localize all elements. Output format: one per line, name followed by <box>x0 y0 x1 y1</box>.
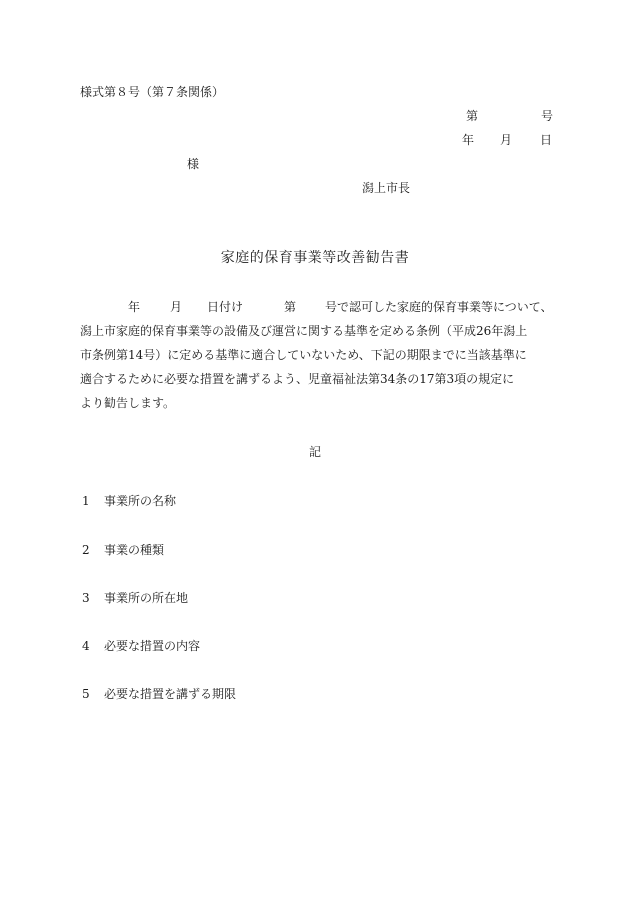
reference-number-prefix: 第 <box>466 109 479 123</box>
body-line-5: より勧告します。 <box>80 396 176 410</box>
item-number: 2 <box>82 543 90 557</box>
item-number: 4 <box>82 639 90 653</box>
addressee-suffix: 様 <box>187 157 200 171</box>
body-line-3: 市条例第14号）に定める基準に適合していないため、下記の期限までに当該基準に <box>80 348 527 362</box>
ki-heading: 記 <box>308 445 321 459</box>
document-title: 家庭的保育事業等改善勧告書 <box>220 250 410 266</box>
date-month-label: 月 <box>500 133 513 147</box>
item-number: 5 <box>82 687 90 701</box>
item-label-business-address: 事業所の所在地 <box>104 591 189 605</box>
date-year-label: 年 <box>462 133 475 147</box>
issuer-name: 潟上市長 <box>362 181 411 195</box>
body-approval-text: 号で認可した家庭的保育事業等について、 <box>325 300 553 314</box>
body-line-2: 潟上市家庭的保育事業等の設備及び運営に関する基準を定める条例（平成26年潟上 <box>80 324 528 338</box>
item-label-required-measures: 必要な措置の内容 <box>104 639 201 653</box>
item-label-business-name: 事業所の名称 <box>104 494 177 508</box>
item-number: 1 <box>82 494 90 508</box>
item-label-business-type: 事業の種類 <box>104 543 165 557</box>
body-date-month: 月 <box>170 300 183 314</box>
body-date-year: 年 <box>128 300 141 314</box>
body-date-day: 日付け <box>207 300 244 314</box>
reference-number-suffix: 号 <box>541 109 554 123</box>
body-approval-prefix: 第 <box>284 300 297 314</box>
body-line-4: 適合するために必要な措置を講ずるよう、児童福祉法第34条の17第3項の規定に <box>80 372 515 386</box>
date-day-label: 日 <box>540 133 553 147</box>
item-number: 3 <box>82 591 90 605</box>
item-label-deadline: 必要な措置を講ずる期限 <box>104 687 237 701</box>
form-number: 様式第８号（第７条関係） <box>80 85 225 99</box>
